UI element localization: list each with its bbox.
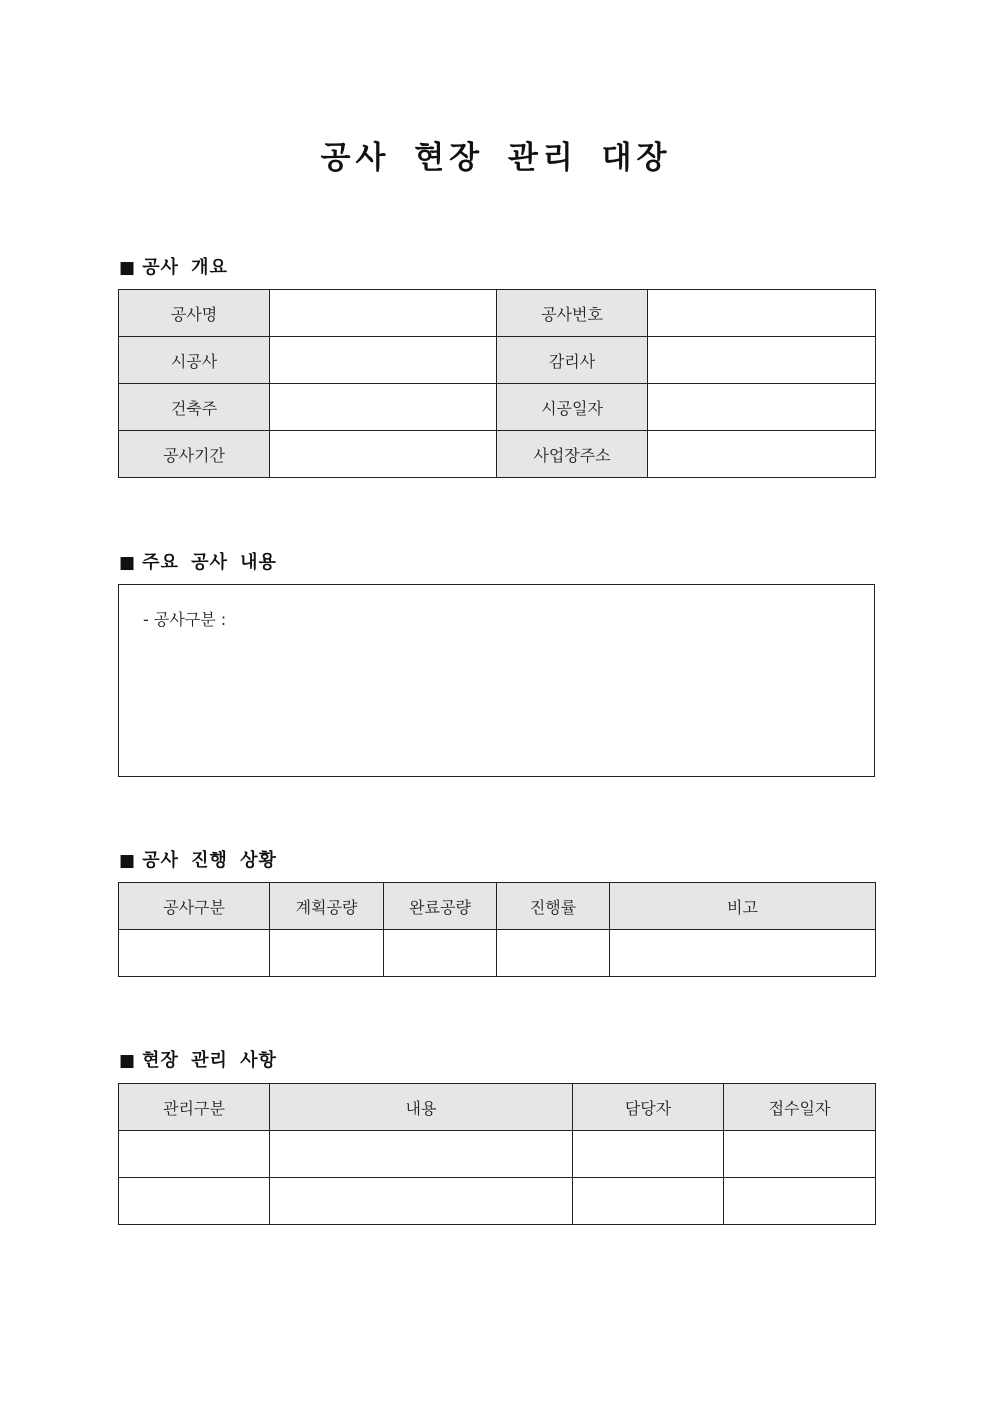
field-label: 건축주 [119, 384, 270, 431]
square-bullet-icon: ■ [119, 258, 137, 278]
square-bullet-icon: ■ [119, 851, 137, 871]
table-row [119, 1131, 876, 1178]
square-bullet-icon: ■ [119, 1051, 137, 1071]
column-header: 계획공량 [270, 883, 384, 930]
document-title: 공사 현장 관리 대장 [320, 140, 672, 176]
table-header-row [119, 1084, 876, 1131]
table-row [119, 431, 876, 478]
site-management-table [118, 1083, 876, 1225]
table-cell[interactable] [270, 930, 384, 977]
table-row [119, 1178, 876, 1225]
table-cell[interactable] [573, 1131, 724, 1178]
field-value[interactable] [270, 431, 497, 478]
table-cell[interactable] [573, 1178, 724, 1225]
progress-table [118, 882, 876, 977]
table-cell[interactable] [270, 1178, 573, 1225]
table-cell[interactable] [119, 1131, 270, 1178]
field-label: 감리사 [497, 337, 648, 384]
field-value[interactable] [648, 384, 876, 431]
table-cell[interactable] [270, 1131, 573, 1178]
table-row [119, 337, 876, 384]
column-header: 진행률 [497, 883, 610, 930]
square-bullet-icon: ■ [119, 553, 137, 573]
section-heading-overview [119, 253, 228, 279]
section-title: 공사 진행 상황 [142, 850, 277, 871]
table-cell[interactable] [384, 930, 497, 977]
column-header: 담당자 [573, 1084, 724, 1131]
field-value[interactable] [270, 290, 497, 337]
section-title: 공사 개요 [142, 257, 228, 278]
field-label: 공사번호 [497, 290, 648, 337]
field-label: 사업장주소 [497, 431, 648, 478]
column-header: 관리구분 [119, 1084, 270, 1131]
column-header: 접수일자 [724, 1084, 876, 1131]
table-row [119, 290, 876, 337]
table-row [119, 930, 876, 977]
overview-table [118, 289, 876, 478]
table-cell[interactable] [724, 1131, 876, 1178]
field-label: 공사명 [119, 290, 270, 337]
section-heading-progress [119, 846, 277, 872]
table-cell[interactable] [610, 930, 876, 977]
table-cell[interactable] [497, 930, 610, 977]
column-header: 비고 [610, 883, 876, 930]
field-value[interactable] [648, 337, 876, 384]
content-line: - 공사구분 : [143, 610, 227, 629]
column-header: 완료공량 [384, 883, 497, 930]
section-title: 현장 관리 사항 [142, 1050, 277, 1071]
table-cell[interactable] [119, 1178, 270, 1225]
section-heading-site [119, 1046, 277, 1072]
table-cell[interactable] [119, 930, 270, 977]
column-header: 내용 [270, 1084, 573, 1131]
column-header: 공사구분 [119, 883, 270, 930]
table-cell[interactable] [724, 1178, 876, 1225]
field-value[interactable] [648, 431, 876, 478]
field-value[interactable] [270, 384, 497, 431]
table-header-row [119, 883, 876, 930]
field-value[interactable] [270, 337, 497, 384]
field-label: 공사기간 [119, 431, 270, 478]
section-heading-content [119, 548, 277, 574]
field-label: 시공일자 [497, 384, 648, 431]
section-title: 주요 공사 내용 [142, 552, 277, 573]
table-row [119, 384, 876, 431]
content-box[interactable] [118, 584, 875, 777]
field-label: 시공사 [119, 337, 270, 384]
field-value[interactable] [648, 290, 876, 337]
